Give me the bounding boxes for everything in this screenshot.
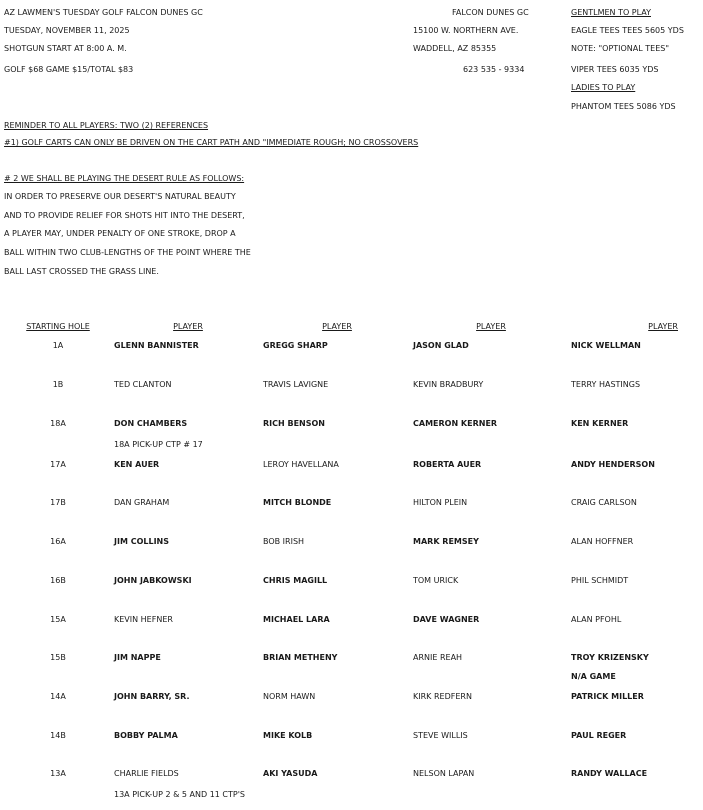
course-address: 15100 W. NORTHERN AVE.: [413, 26, 519, 35]
player-name: GREGG SHARP: [263, 341, 328, 350]
player-name: KEN KERNER: [571, 419, 629, 428]
player-name: BOB IRISH: [263, 537, 305, 546]
player-name: MITCH BLONDE: [263, 498, 332, 507]
tee-note: NOTE: "OPTIONAL TEES": [571, 44, 670, 53]
player-name: MARK REMSEY: [413, 537, 479, 546]
starting-hole: 14A: [50, 692, 66, 701]
ladies-heading: LADIES TO PLAY: [571, 83, 636, 92]
gentlemen-heading: GENTLMEN TO PLAY: [571, 8, 651, 17]
player-name: KEN AUER: [114, 460, 160, 469]
player-name: ARNIE REAH: [413, 653, 463, 662]
player-name: DAN GRAHAM: [114, 498, 170, 507]
header-player: PLAYER: [648, 322, 678, 331]
desert-rule-line: IN ORDER TO PRESERVE OUR DESERT'S NATURAL BEAUTY: [4, 192, 236, 201]
starting-hole: 1A: [52, 341, 64, 350]
cart-rule: #1) GOLF CARTS CAN ONLY BE DRIVEN ON THE CART PATH AND "IMMEDIATE ROUGH; NO CROSSOVERS: [4, 138, 419, 147]
player-name: AKI YASUDA: [263, 769, 318, 778]
starting-hole: 15A: [50, 615, 66, 624]
player-name: JIM COLLINS: [114, 537, 169, 546]
player-name: TERRY HASTINGS: [571, 380, 641, 389]
player-name: JIM NAPPE: [114, 653, 161, 662]
player-name: JOHN JABKOWSKI: [114, 576, 192, 585]
starting-hole: 1B: [52, 380, 64, 389]
player-name: CRAIG CARLSON: [571, 498, 637, 507]
desert-rule-line: A PLAYER MAY, UNDER PENALTY OF ONE STROKE, DROP A: [4, 229, 236, 238]
eagle-tees: EAGLE TEES TEES 5605 YDS: [571, 26, 684, 35]
player-name: RICH BENSON: [263, 419, 326, 428]
player-name: DON CHAMBERS: [114, 419, 188, 428]
player-name: ANDY HENDERSON: [571, 460, 655, 469]
player-name: TOM URICK: [413, 576, 459, 585]
player-name: ROBERTA AUER: [413, 460, 482, 469]
player-name: DAVE WAGNER: [413, 615, 480, 624]
desert-rule-line: BALL LAST CROSSED THE GRASS LINE.: [4, 267, 159, 276]
player-name: TROY KRIZENSKY: [571, 653, 649, 662]
player-name: HILTON PLEIN: [413, 498, 468, 507]
starting-hole: 18A: [50, 419, 66, 428]
header-starting-hole: STARTING HOLE: [26, 322, 90, 331]
player-name: RANDY WALLACE: [571, 769, 648, 778]
player-name: PAUL REGER: [571, 731, 627, 740]
starting-hole: 17B: [50, 498, 66, 507]
course-name: FALCON DUNES GC: [452, 8, 529, 17]
player-name: KIRK REDFERN: [413, 692, 472, 701]
player-name: NELSON LAPAN: [413, 769, 475, 778]
pickup-note: 13A PICK-UP 2 & 5 AND 11 CTP'S: [114, 790, 245, 799]
viper-tees: VIPER TEES 6035 YDS: [571, 65, 659, 74]
player-name: PHIL SCHMIDT: [571, 576, 629, 585]
header-player: PLAYER: [476, 322, 506, 331]
game-note: N/A GAME: [571, 672, 616, 681]
starting-hole: 17A: [50, 460, 66, 469]
header-player: PLAYER: [173, 322, 203, 331]
event-title: AZ LAWMEN'S TUESDAY GOLF FALCON DUNES GC: [4, 8, 203, 17]
player-name: CHARLIE FIELDS: [114, 769, 179, 778]
player-name: BRIAN METHENY: [263, 653, 338, 662]
player-name: ALAN HOFFNER: [571, 537, 634, 546]
fees: GOLF $68 GAME $15/TOTAL $83: [4, 65, 134, 74]
player-name: GLENN BANNISTER: [114, 341, 199, 350]
pickup-note: 18A PICK-UP CTP # 17: [114, 440, 203, 449]
desert-rule-line: BALL WITHIN TWO CLUB-LENGTHS OF THE POINT WHERE THE: [4, 248, 251, 257]
player-name: NICK WELLMAN: [571, 341, 641, 350]
player-name: JASON GLAD: [413, 341, 469, 350]
player-name: BOBBY PALMA: [114, 731, 178, 740]
player-name: ALAN PFOHL: [571, 615, 622, 624]
player-name: TED CLANTON: [114, 380, 172, 389]
header-player: PLAYER: [322, 322, 352, 331]
player-name: MICHAEL LARA: [263, 615, 330, 624]
starting-hole: 14B: [50, 731, 66, 740]
player-name: CHRIS MAGILL: [263, 576, 328, 585]
player-name: LEROY HAVELLANA: [263, 460, 339, 469]
reminder-notice: REMINDER TO ALL PLAYERS: TWO (2) REFERENCES: [4, 121, 209, 130]
player-name: STEVE WILLIS: [413, 731, 468, 740]
course-phone: 623 535 - 9334: [463, 65, 525, 74]
starting-hole: 16B: [50, 576, 66, 585]
player-name: NORM HAWN: [263, 692, 316, 701]
start-time: SHOTGUN START AT 8:00 A. M.: [4, 44, 127, 53]
player-name: CAMERON KERNER: [413, 419, 498, 428]
player-name: MIKE KOLB: [263, 731, 313, 740]
desert-rule-line: AND TO PROVIDE RELIEF FOR SHOTS HIT INTO THE DESERT,: [4, 211, 245, 220]
course-city: WADDELL, AZ 85355: [413, 44, 497, 53]
event-date: TUESDAY, NOVEMBER 11, 2025: [4, 26, 130, 35]
starting-hole: 16A: [50, 537, 66, 546]
player-name: JOHN BARRY, SR.: [114, 692, 190, 701]
starting-hole: 13A: [50, 769, 66, 778]
player-name: KEVIN BRADBURY: [413, 380, 484, 389]
desert-rule-heading: # 2 WE SHALL BE PLAYING THE DESERT RULE AS FOLLOWS:: [4, 174, 245, 183]
player-name: TRAVIS LAVIGNE: [263, 380, 329, 389]
player-name: KEVIN HEFNER: [114, 615, 173, 624]
starting-hole: 15B: [50, 653, 66, 662]
phantom-tees: PHANTOM TEES 5086 YDS: [571, 102, 676, 111]
player-name: PATRICK MILLER: [571, 692, 644, 701]
